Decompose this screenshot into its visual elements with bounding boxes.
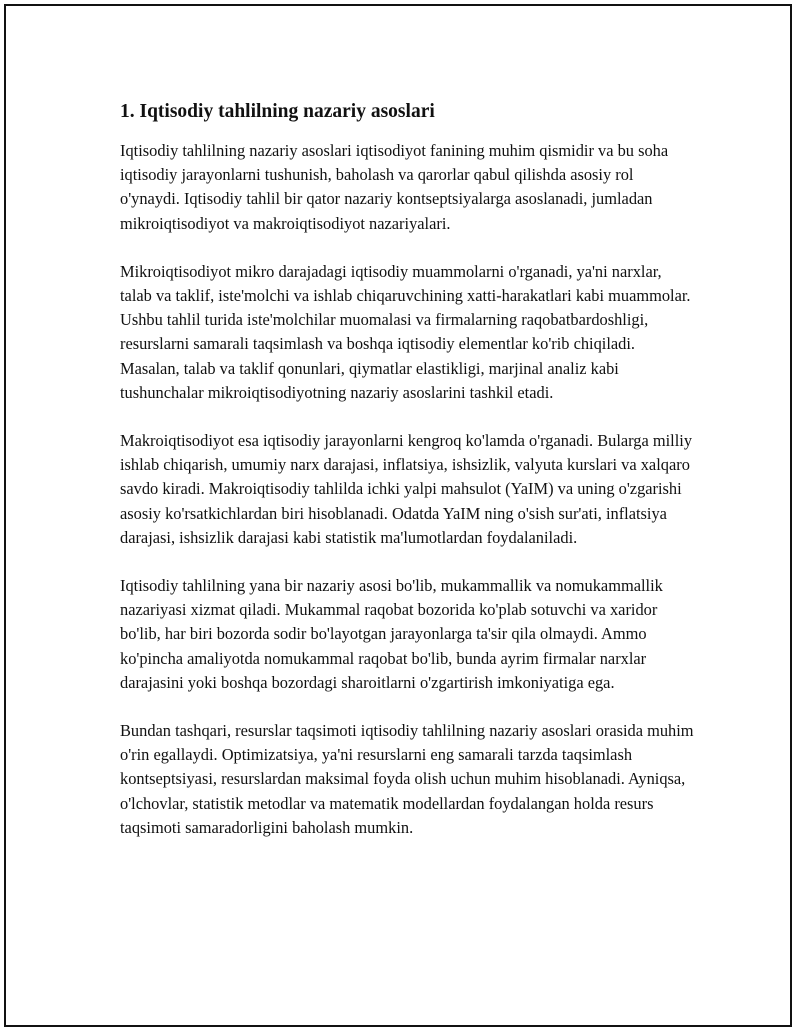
paragraph-5: Bundan tashqari, resurslar taqsimoti iqtisodiy tahlilning nazariy asoslari orasida muhim o'rin egallaydi. Optimizatsiya, ya'ni resurslarni eng samarali tarzda taqsimlash kontseptsiyasi, resurslardan maksimal foyda olish uchun muhim hisoblanadi. Ayniqsa, o'lchovlar, statistik metodlar va matematik modellardan foydalangan holda resurs taqsimoti samaradorligini baholash mumkin. xyxy=(120,721,694,837)
document-body xyxy=(120,98,694,864)
paragraph-3: Makroiqtisodiyot esa iqtisodiy jarayonlarni kengroq ko'lamda o'rganadi. Bularga milliy ishlab chiqarish, umumiy narx darajasi, inflatsiya, ishsizlik, valyuta kurslari va xalqaro savdo kiradi. Makroiqtisodiy tahlilda ichki yalpi mahsulot (YaIM) va uning o'zgarishi asosiy ko'rsatkichlardan biri hisoblanadi. Odatda YaIM ning o'sish sur'ati, inflatsiya darajasi, ishsizlik darajasi kabi statistik ma'lumotlardan foydalaniladi. xyxy=(120,431,693,547)
paragraph-4: Iqtisodiy tahlilning yana bir nazariy asosi bo'lib, mukammallik va nomukammallik nazariyasi xizmat qiladi. Mukammal raqobat bozorida ko'plab sotuvchi va xaridor bo'lib, har biri bozorda sodir bo'layotgan jarayonlarga ta'sir qila olmaydi. Ammo ko'pincha amaliyotda nomukammal raqobat bo'lib, bunda ayrim firmalar narxlar darajasini yoki boshqa bozordagi sharoitlarni o'zgartirish imkoniyatiga ega. xyxy=(120,576,663,692)
page-frame xyxy=(4,4,792,1027)
paragraph-1: Iqtisodiy tahlilning nazariy asoslari iqtisodiyot fanining muhim qismidir va bu soha iqtisodiy jarayonlarni tushunish, baholash va qarorlar qabul qilishda asosiy rol o'ynaydi. Iqtisodiy tahlil bir qator nazariy kontseptsiyalarga asoslanadi, jumladan mikroiqtisodiyot va makroiqtisodiyot nazariyalari. xyxy=(120,141,669,233)
section-heading: 1. Iqtisodiy tahlilning nazariy asoslari xyxy=(120,101,435,122)
paragraph-2: Mikroiqtisodiyot mikro darajadagi iqtisodiy muammolarni o'rganadi, ya'ni narxlar, talab va taklif, iste'molchi va ishlab chiqaruvchining xatti-harakatlari kabi muammolar. Ushbu tahlil turida iste'molchilar muomalasi va firmalarning raqobatbardoshligi, resurslarni samarali taqsimlash va boshqa iqtisodiy elementlar ko'rib chiqiladi. Masalan, talab va taklif qonunlari, qiymatlar elastikligi, marjinal analiz kabi tushunchalar mikroiqtisodiyotning nazariy asoslarini tashkil etadi. xyxy=(120,261,691,402)
